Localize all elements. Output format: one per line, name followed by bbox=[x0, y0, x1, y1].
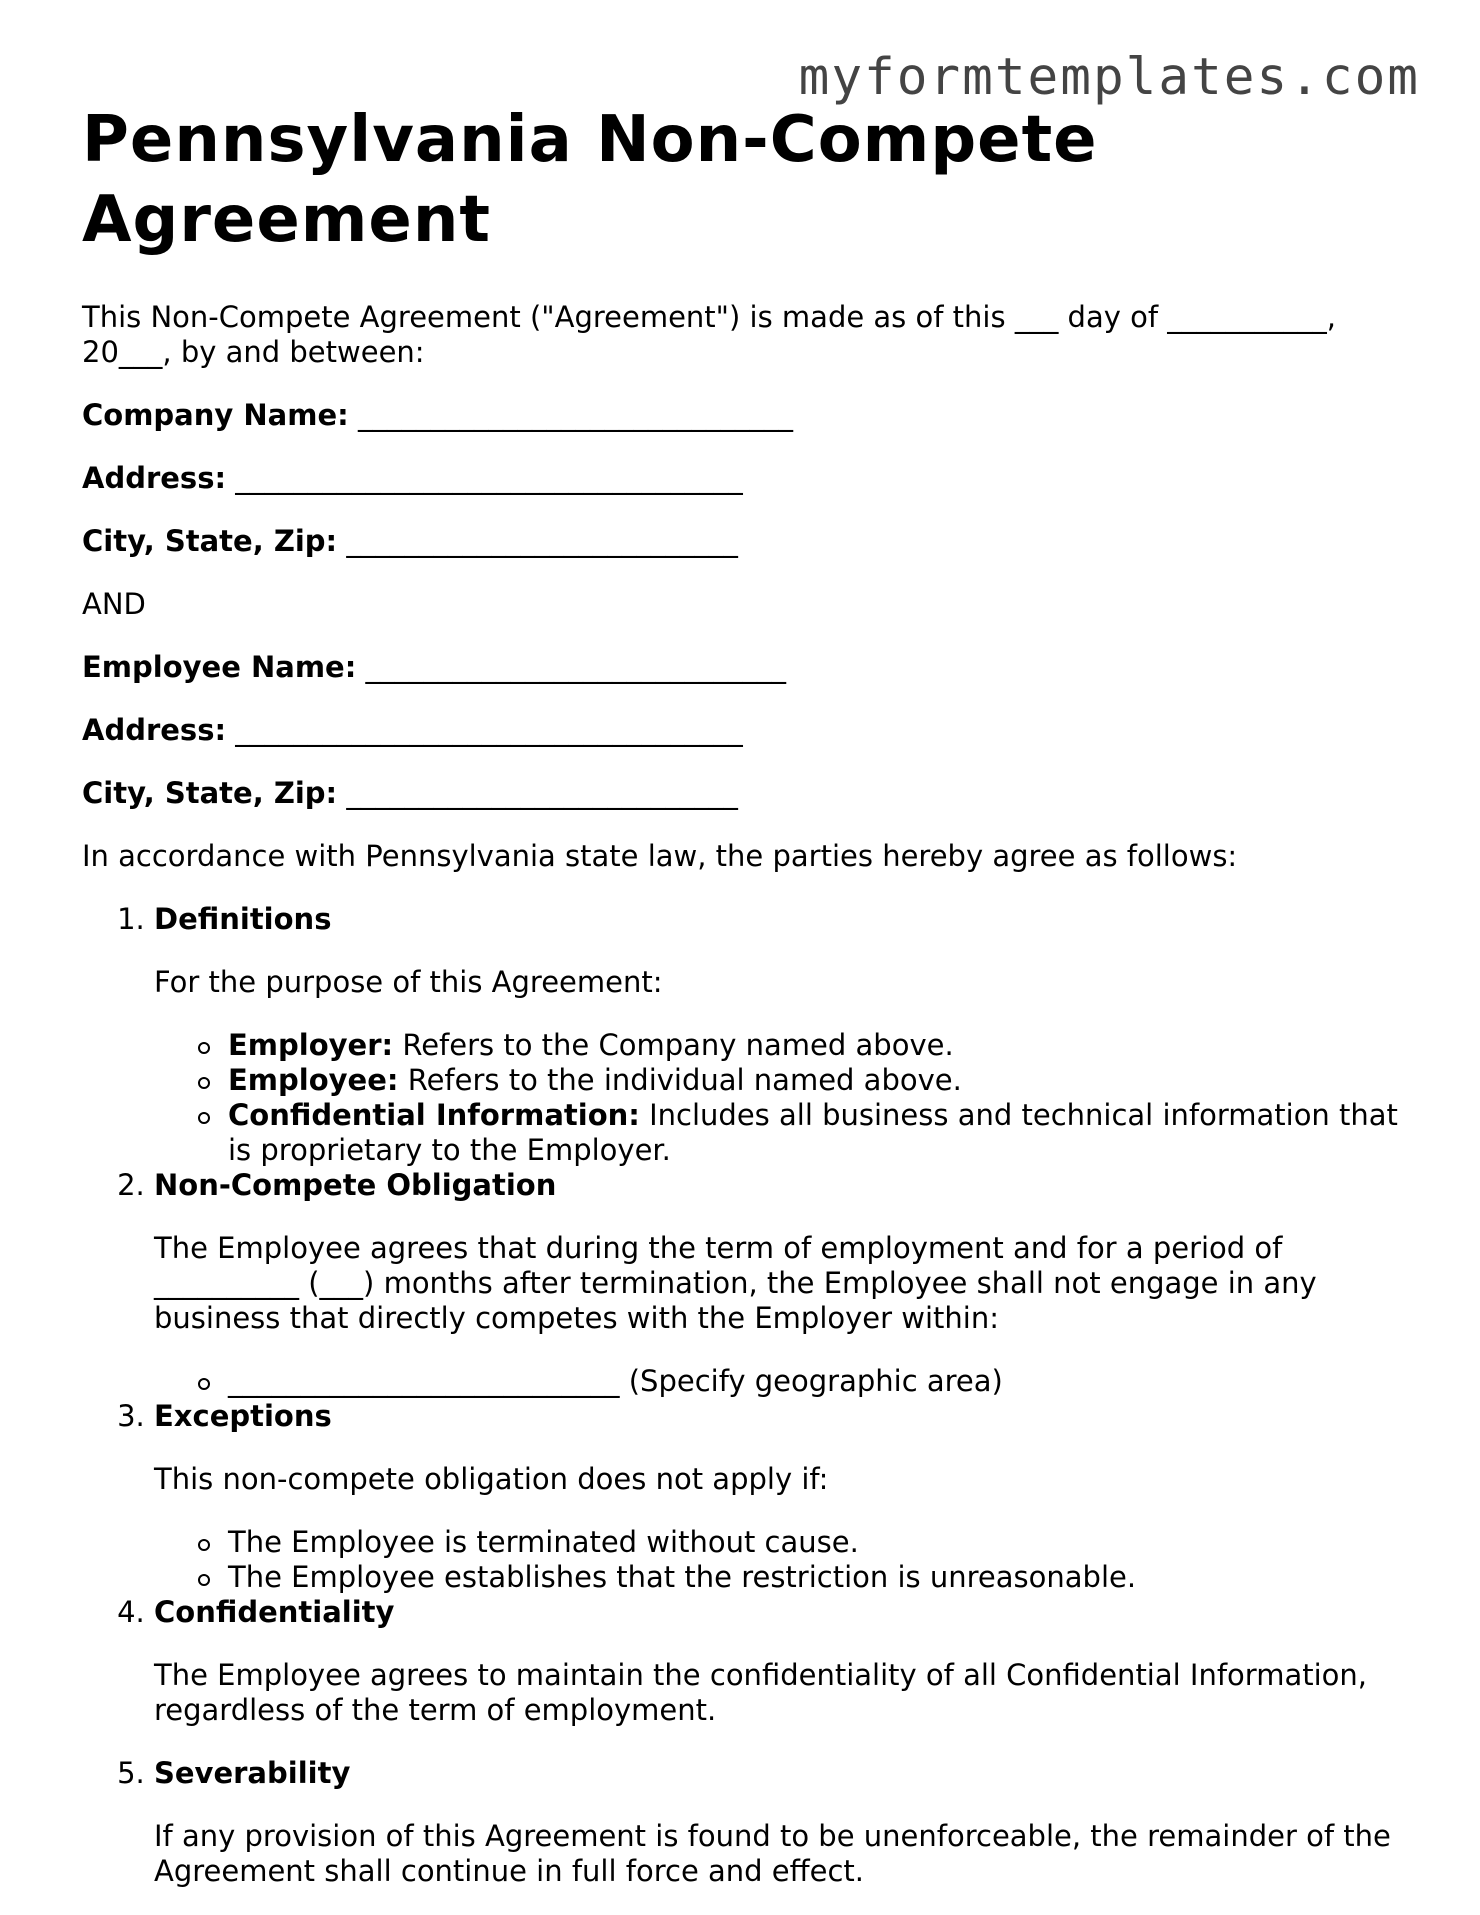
employee-name-field bbox=[82, 650, 1402, 685]
section-title: 1. Definitions bbox=[154, 902, 332, 936]
section-title: 5. Severability bbox=[154, 1756, 351, 1790]
field-label: Company Name: bbox=[82, 398, 349, 432]
section-body: If any provision of this Agreement is found to be unenforceable, the remainder of the Agreement shall continue in full force and effect. bbox=[154, 1819, 1391, 1888]
section-body: The Employee agrees to maintain the confidentiality of all Confidential Information, regardless of the term of employment. bbox=[154, 1658, 1368, 1727]
list-item: The Employee establishes that the restriction is unreasonable. bbox=[228, 1560, 1402, 1595]
blank-line: ___________________________________ bbox=[235, 713, 743, 747]
field-label: Employee Name: bbox=[82, 650, 357, 684]
document-page bbox=[82, 100, 1402, 1889]
term-label: Employee: bbox=[228, 1063, 399, 1097]
geographic-list bbox=[154, 1364, 1402, 1399]
company-name-field bbox=[82, 398, 1402, 433]
list-item bbox=[228, 1028, 1402, 1063]
employee-city-field bbox=[82, 776, 1402, 811]
exceptions-list bbox=[154, 1525, 1402, 1595]
blank-line: _____________________________ bbox=[365, 650, 787, 684]
list-item bbox=[228, 1098, 1402, 1168]
section-body: This non-compete obligation does not apply if: bbox=[154, 1462, 829, 1496]
blank-line: ______________________________ bbox=[357, 398, 793, 432]
term-label: Confidential Information: bbox=[228, 1098, 640, 1132]
company-address-field bbox=[82, 461, 1402, 496]
term-text: Refers to the Company named above. bbox=[393, 1028, 954, 1062]
section-body: For the purpose of this Agreement: bbox=[154, 965, 663, 999]
term-text: Includes all business and technical information that is proprietary to the Employer. bbox=[228, 1098, 1398, 1167]
intro-paragraph: This Non-Compete Agreement ("Agreement") is made as of this ___ day of ___________, 20___, by and between: bbox=[82, 300, 1336, 369]
site-watermark: myformtemplates.com bbox=[798, 48, 1420, 107]
list-item: ___________________________ (Specify geographic area) bbox=[228, 1364, 1402, 1399]
field-label: Address: bbox=[82, 713, 227, 747]
section-body: The Employee agrees that during the term of employment and for a period of __________ (___) months after termination, the Employee shall not engage in any business that directly competes with the Employer within: bbox=[154, 1231, 1317, 1335]
blank-line: ___________________________________ bbox=[235, 461, 743, 495]
blank-line: ___________________________ bbox=[346, 776, 738, 810]
list-item bbox=[228, 1063, 1402, 1098]
term-label: Employer: bbox=[228, 1028, 394, 1062]
company-city-field bbox=[82, 524, 1402, 559]
section-title: 2. Non-Compete Obligation bbox=[154, 1168, 557, 1202]
field-label: Address: bbox=[82, 461, 227, 495]
definitions-list bbox=[154, 1028, 1402, 1168]
field-label: City, State, Zip: bbox=[82, 776, 338, 810]
list-item: The Employee is terminated without cause. bbox=[228, 1525, 1402, 1560]
employee-address-field bbox=[82, 713, 1402, 748]
term-text: Refers to the individual named above. bbox=[398, 1063, 962, 1097]
sections-list bbox=[82, 902, 1402, 1889]
and-separator: AND bbox=[82, 587, 146, 621]
field-label: City, State, Zip: bbox=[82, 524, 338, 558]
preamble-paragraph: In accordance with Pennsylvania state law, the parties hereby agree as follows: bbox=[82, 839, 1238, 873]
section-non-compete bbox=[154, 1168, 1402, 1399]
document-title: Pennsylvania Non-Compete Agreement bbox=[82, 103, 1098, 257]
blank-line: ___________________________ bbox=[346, 524, 738, 558]
section-title: 3. Exceptions bbox=[154, 1399, 332, 1433]
section-confidentiality bbox=[154, 1595, 1402, 1728]
section-severability bbox=[154, 1756, 1402, 1889]
section-exceptions bbox=[154, 1399, 1402, 1595]
section-title: 4. Confidentiality bbox=[154, 1595, 395, 1629]
section-definitions bbox=[154, 902, 1402, 1168]
